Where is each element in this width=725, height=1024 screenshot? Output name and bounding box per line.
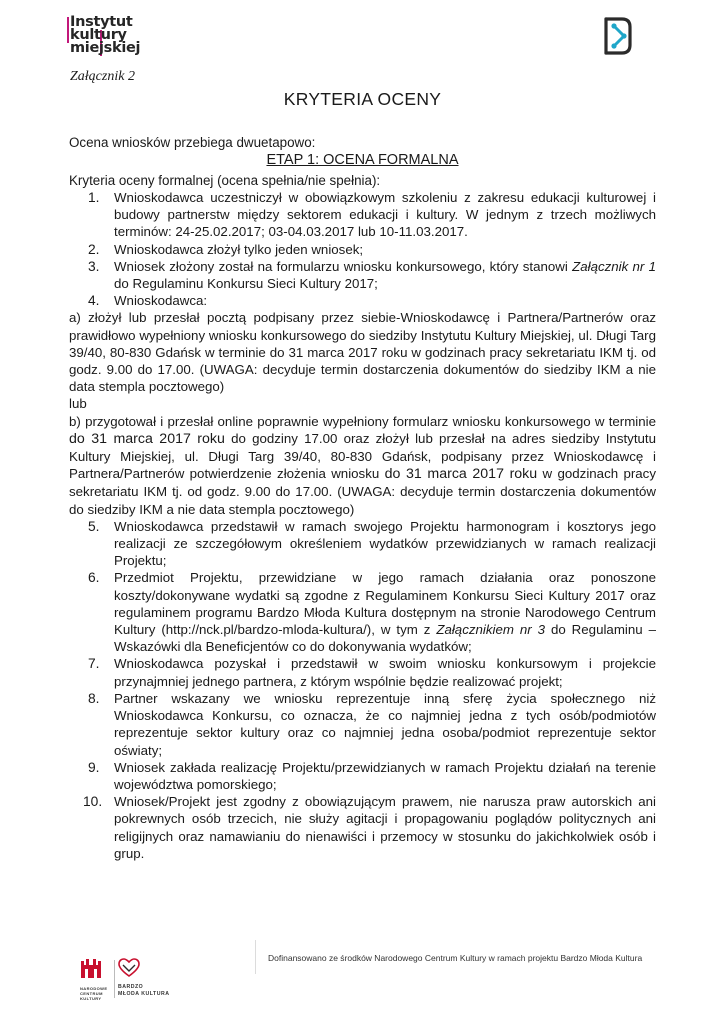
or-label: lub: [69, 396, 87, 412]
item-text: Przedmiot Projektu, przewidziane w jego ramach działania oraz ponoszone koszty/dokonywane wydatki są zgodne z Regulaminem Konkursu Sieci Kultury 2017 oraz regulaminem programu Bardzo Młoda Kultura dostępnym na stronie Narodowego Centrum Kultury (http://nck.pl/bardzo-mloda-kultura/), w tym z: [114, 570, 656, 638]
bmk-logo: [118, 958, 184, 997]
heart-icon: [118, 958, 140, 978]
nck-emblem-icon: [80, 959, 102, 979]
item-number: 2.: [88, 241, 100, 257]
item-number: 5.: [88, 518, 100, 534]
logo-divider: [114, 960, 115, 998]
logo-line-2: kultury: [70, 27, 127, 43]
item-number: 6.: [88, 570, 100, 586]
ikm-logo: [70, 16, 142, 55]
item-number: 9.: [88, 759, 100, 775]
option-b-text: w godzinach pracy sekretariatu IKM tj. od godz. 9.00 do 17.00. (UWAGA: decyduje termin dostarczenia dokumentów do siedziby IKM a nie data stempla pocztowego): [69, 466, 656, 517]
item-text: Wnioskodawca:: [114, 293, 208, 309]
logo-line-1: Instytut: [70, 14, 133, 30]
list-item: [69, 759, 656, 793]
item-text-italic: Załącznikiem nr 3: [436, 622, 546, 638]
item-text: Wnioskodawca przedstawił w ramach swojego Projektu harmonogram i kosztorys jego realizacji ze szczegółowym określeniem wydatków przewidzianych w ramach realizacji Projektu;: [114, 518, 656, 569]
bmk-label-line-1: BARDZO: [118, 984, 144, 990]
list-item: [69, 655, 656, 689]
sieci-kultury-logo-icon: [600, 15, 636, 57]
list-item: [69, 258, 656, 292]
intro-text: Ocena wniosków przebiega dwuetapowo:: [69, 135, 316, 150]
item-text: do Regulaminu Konkursu Sieci Kultury 2017;: [114, 276, 378, 292]
item-number: 10.: [83, 794, 103, 810]
item-number: 3.: [88, 258, 100, 274]
item-text: Partner wskazany we wniosku reprezentuje inną sferę życia społecznego niż Wnioskodawca Konkursu, co oznacza, że co najmniej jedna z tych osób/podmiotów reprezentuje sektor kultury oraz co najmniej jedna osoba/podmiot reprezentuje sektor oświaty;: [114, 690, 656, 758]
nck-logo: [80, 959, 110, 1001]
list-item: [69, 569, 656, 655]
criteria-intro: Kryteria oceny formalnej (ocena spełnia/nie spełnia):: [69, 173, 381, 188]
item-text-italic: Załącznik nr 1: [572, 258, 656, 274]
option-a-paragraph: a) złożył lub przesłał pocztą podpisany przez siebie-Wnioskodawcę i Partnera/Partnerów oraz prawidłowo wypełniony wniosku konkursowego do siedziby Instytutu Kultury Miejskiej, ul. Długi Targ 39/40, 80-830 Gdańsk w terminie do 31 marca 2017 roku w godzinach pracy sekretariatu IKM tj. od godz. 9.00 do 17.00. (UWAGA: decyduje termin dostarczenia dokumentów do siedziby IKM a nie data stempla pocztowego): [69, 310, 656, 395]
deadline-emphasis: do 31 marca 2017 roku: [69, 430, 225, 447]
list-item: [69, 518, 656, 570]
list-item: [69, 241, 656, 258]
option-b-paragraph: [69, 413, 656, 518]
option-b-text: b) przygotował i przesłał online poprawnie wypełniony formularz wniosku konkursowego w terminie: [69, 413, 656, 429]
item-number: 1.: [88, 190, 100, 205]
logo-line-3: miejskiej: [70, 40, 141, 56]
item-text: Wniosek/Projekt jest zgodny z obowiązującym prawem, nie narusza praw autorskich ani pokrewnych osób trzecich, nie służy agitacji i propagowaniu poglądów politycznych ani religijnych oraz namawianiu do nienawiści i przemocy w stosunku do jakichkolwiek osób i grup.: [114, 794, 656, 861]
criteria-list: [69, 189, 656, 862]
item-text: Wnioskodawca uczestniczył w obowiązkowym szkoleniu z zakresu edukacji kulturowej i budowy partnerstw między sektorem edukacji i kultury. W jednym z trzech możliwych terminów: 24-25.02.2017; 03-04.03.2017 lub 10-11.03.2017.: [114, 190, 656, 240]
list-item: [69, 793, 656, 862]
funding-note: Dofinansowano ze środków Narodowego Centrum Kultury w ramach projektu Bardzo Młoda Kultura: [268, 953, 643, 963]
item-number: 7.: [88, 656, 100, 672]
deadline-emphasis: do 31 marca 2017 roku: [384, 466, 538, 483]
list-item: [69, 292, 656, 309]
footer-divider: [255, 940, 256, 974]
nck-label: NARODOWE CENTRUM KULTURY: [80, 986, 108, 1001]
item-text: do Regulaminu – Wskazówki dla Beneficjentów co do dokonywania wydatków;: [114, 622, 656, 655]
stage-heading: ETAP 1: OCENA FORMALNA: [266, 152, 459, 168]
page-title: KRYTERIA OCENY: [283, 89, 442, 109]
item-text: Wnioskodawca pozyskał i przedstawił w swoim wniosku konkursowym i projekcie przynajmniej jednego partnera, z którym wspólnie będzie realizować projekt;: [114, 656, 656, 689]
attachment-label: Załącznik 2: [70, 69, 135, 84]
list-item: [69, 690, 656, 759]
item-number: 8.: [88, 690, 100, 706]
logo-accent-bar: [67, 17, 69, 43]
item-text: Wniosek złożony został na formularzu wniosku konkursowego, który stanowi: [114, 258, 573, 274]
item-text: Wniosek zakłada realizację Projektu/przewidzianych w ramach Projektu działań na terenie województwa pomorskiego;: [114, 759, 656, 792]
option-b-text: do godziny 17.00 oraz złożył lub przesłał na adres siedziby Instytutu Kultury Miejskiej, ul. Długi Targ 39/40, 80-830 Gdańsk, podpisany przez Wnioskodawcę i Partnera/Partnerów potwierdzenie złożenia wniosku: [69, 430, 656, 482]
item-number: 4.: [88, 293, 100, 309]
bmk-label-line-2: MŁODA KULTURA: [118, 991, 170, 997]
item-text: Wnioskodawca złożył tylko jeden wniosek;: [114, 241, 364, 257]
list-item: [69, 189, 656, 241]
